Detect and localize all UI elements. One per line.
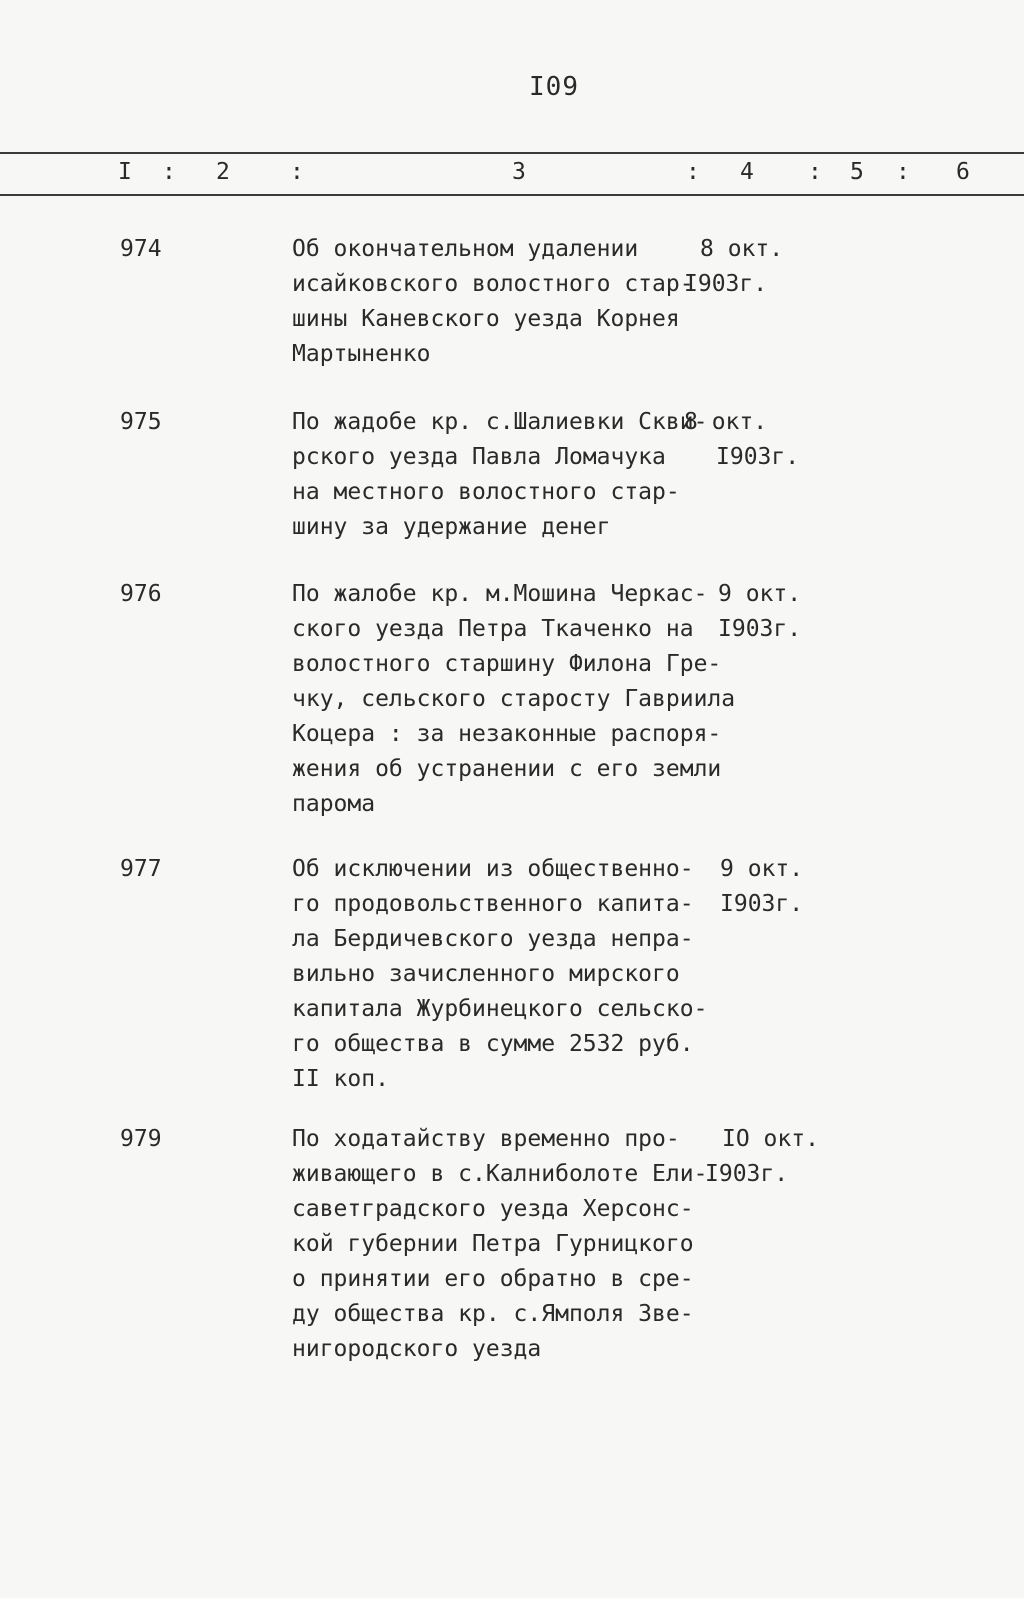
date-year: I903г.	[705, 1161, 789, 1187]
column-header-5: 5	[850, 159, 864, 185]
description-line: саветградского уезда Херсонс-	[292, 1196, 694, 1222]
description-line: Коцера : за незаконные распоря-	[292, 721, 722, 747]
date-year: I903г.	[718, 616, 802, 642]
description-line: на местного волостного стар-	[292, 479, 680, 505]
description-line: исайковского волостного стар-	[292, 271, 694, 297]
column-header-2: 2	[216, 159, 230, 185]
column-separator: :	[162, 159, 176, 185]
description-line: II коп.	[292, 1066, 389, 1092]
entry-date-year	[716, 440, 799, 475]
description-line: шину за удержание денег	[292, 514, 611, 540]
date-day: 8 окт.	[700, 236, 784, 262]
description-line: вильно зачисленного мирского	[292, 961, 680, 987]
entry-description	[292, 405, 722, 545]
description-line: ла Бердичевского уезда непра-	[292, 926, 694, 952]
description-line: живающего в с.Калниболоте Ели-	[292, 1161, 708, 1187]
entry-date-year	[705, 1157, 788, 1192]
entry-number: 977	[120, 856, 162, 882]
description-line: По жадобе кр. с.Шалиевки Скви-	[292, 409, 708, 435]
entry-description	[292, 1122, 722, 1367]
description-line: шины Каневского уезда Корнея	[292, 306, 680, 332]
date-year: I903г.	[716, 444, 800, 470]
description-line: рского уезда Павла Ломачука	[292, 444, 666, 470]
entry-number: 975	[120, 409, 162, 435]
description-line: волостного старшину Филона Гре-	[292, 651, 722, 677]
description-line: го общества в сумме 2532 руб.	[292, 1031, 694, 1057]
entry-description	[292, 577, 736, 822]
column-header-6: 6	[956, 159, 970, 185]
description-line: По жалобе кр. м.Мошина Черкас-	[292, 581, 708, 607]
description-line: Мартыненко	[292, 341, 431, 367]
description-line: Об исключении из общественно-	[292, 856, 694, 882]
entry-date	[720, 852, 803, 887]
date-year: I903г.	[720, 891, 804, 917]
entry-date	[718, 577, 801, 612]
description-line: ского уезда Петра Ткаченко на	[292, 616, 694, 642]
description-line: капитала Журбинецкого сельско-	[292, 996, 708, 1022]
column-header-3: 3	[512, 159, 526, 185]
description-line: го продовольственного капита-	[292, 891, 694, 917]
entry-number: 974	[120, 236, 162, 262]
entry-date-year	[718, 612, 801, 647]
page-number: I09	[529, 72, 579, 102]
entry-number: 976	[120, 581, 162, 607]
column-header-4: 4	[740, 159, 754, 185]
description-line: нигородского уезда	[292, 1336, 542, 1362]
column-separator: :	[290, 159, 304, 185]
date-day: 8 окт.	[684, 409, 768, 435]
entry-description	[292, 852, 722, 1097]
column-separator: :	[896, 159, 910, 185]
date-year: I903г.	[684, 271, 768, 297]
description-line: кой губернии Петра Гурницкого	[292, 1231, 694, 1257]
column-separator: :	[808, 159, 822, 185]
date-day: 9 окт.	[718, 581, 802, 607]
entry-description	[292, 232, 722, 372]
entry-date-year	[684, 267, 767, 302]
date-day: 9 окт.	[720, 856, 804, 882]
entry-number: 979	[120, 1126, 162, 1152]
entry-date	[684, 405, 767, 440]
date-day: IO окт.	[722, 1126, 819, 1152]
entry-date	[700, 232, 783, 267]
description-line: о принятии его обратно в сре-	[292, 1266, 694, 1292]
description-line: Об окончательном удалении	[292, 236, 639, 262]
entry-date-year	[720, 887, 803, 922]
header-rule-bottom	[0, 194, 1024, 196]
column-separator: :	[686, 159, 700, 185]
description-line: ду общества кр. с.Ямполя Зве-	[292, 1301, 694, 1327]
description-line: парома	[292, 791, 376, 817]
description-line: жения об устранении с его земли	[292, 756, 722, 782]
entry-date	[722, 1122, 819, 1157]
description-line: По ходатайству временно про-	[292, 1126, 680, 1152]
description-line: чку, сельского старосту Гавриила	[292, 686, 736, 712]
column-header-1: I	[118, 159, 132, 185]
